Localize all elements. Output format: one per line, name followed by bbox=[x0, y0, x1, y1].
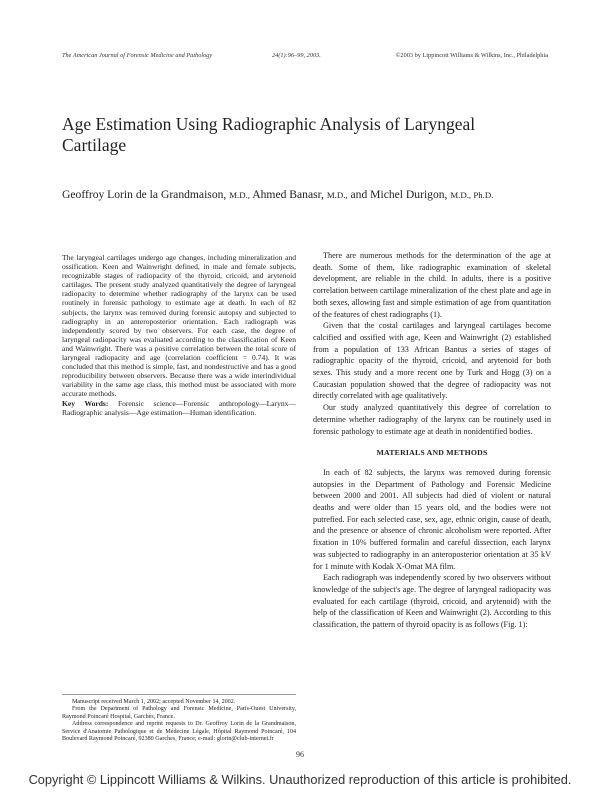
footnotes bbox=[62, 694, 296, 743]
article-title: Age Estimation Using Radiographic Analysis of Laryngeal Cartilage bbox=[62, 114, 476, 155]
body-paragraph: Given that the costal cartilages and laryngeal cartilages become calcified and ossified with age, Keen and Wainwright (2) established from a population of 133 African Bantus a series of stages of radiographic opacity of the thyroid, cricoid, and arytenoid for both sexes. This study and a more recent one by Turk and Hogg (3) on a Caucasian population showed that the degree of radiopacity was not directly correlated with age qualitatively. bbox=[313, 321, 551, 401]
page-number: 96 bbox=[296, 750, 304, 759]
body-paragraph: There are numerous methods for the determination of the age at death. Some of them, like radiographic examination of skeletal development, are reliable in the child. In adults, there is a positive correlation between cartilage mineralization of the chest plate and age in both sexes, allowing fast and simple estimation of age from quantitation of the features of chest radiographs (1). bbox=[313, 251, 551, 319]
keywords-text: Forensic science—Forensic anthropology—Larynx—Radiographic analysis—Age estimation—Human identification. bbox=[62, 398, 296, 417]
running-header bbox=[62, 52, 548, 66]
author-degree: M.D., bbox=[326, 190, 348, 200]
author-degree: M.D., bbox=[229, 190, 250, 200]
footnote: Address correspondence and reprint requests to Dr. Geoffroy Lorin de la Grandmaison, Service d'Anatomie Pathologique et de Médecine Légale, Hôpital Raymond Poincaré, 104 Boulevard Raymond Poincaré, 92380 Garches, France; e-mail: glorin@club-internet.fr bbox=[62, 721, 296, 743]
author-name: Geoffroy Lorin de la Grandmaison, bbox=[62, 188, 227, 201]
abstract-text: The laryngeal cartilages undergo age changes, including mineralization and ossification. Keen and Wainwright defined, in male and female subjects, recognizable stages of radiopacity of the thyroid, cricoid, and arytenoid cartilages. The present study analyzed quantitatively the degree of laryngeal radiopacity to determine whether radiography of the larynx can be used routinely in forensic pathology to estimate age at death. In each of 82 subjects, the larynx was removed during forensic autopsy and subjected to radiography in an anteroposterior orientation. Each radiograph was independently scored by two observers. For each case, the degree of laryngeal radiopacity was evaluated according to the classification of Keen and Wainwright. There was a positive correlation between the total score of laryngeal radiopacity and age (correlation coefficient = 0.74). It was concluded that this method is simple, fast, and nondestructive and has a good reproducibility between observers. Because there was a wide interindividual variability in the same age class, this method must be associated with more accurate methods. bbox=[62, 253, 296, 399]
author-list bbox=[62, 188, 552, 201]
body-paragraph: Our study analyzed quantitatively this degree of correlation to determine whether radiography of the larynx can be routinely used in forensic pathology to estimate age at death in nonidentified bodies. bbox=[313, 403, 551, 436]
journal-name: The American Journal of Forensic Medicine and Pathology bbox=[62, 52, 213, 59]
keywords-label: Key Words: bbox=[62, 398, 109, 408]
author-name: and Michel Durigon, bbox=[350, 188, 448, 201]
body-paragraph: In each of 82 subjects, the larynx was removed during forensic autopsies in the Department of Pathology and Forensic Medicine between 2000 and 2001. All subjects had died of violent or natural deaths and were older than 15 years old, and the bodies were not putrefied. For each selected case, sex, age, ethnic origin, cause of death, and the presence or absence of chronic alcoholism were reported. After fixation in 10% buffered formalin and careful dissection, each larynx was subjected to radiography in an anteroposterior orientation at 35 kV for 1 minute with Kodak X-Omat MA film. bbox=[313, 467, 551, 571]
abstract-block bbox=[62, 253, 296, 417]
keywords bbox=[62, 399, 296, 417]
author-degree: M.D., Ph.D. bbox=[450, 190, 494, 200]
body-paragraph: Each radiograph was independently scored by two observers without knowledge of the subject's age. The degree of laryngeal radiopacity was evaluated for each cartilage (thyroid, cricoid, and arytenoid) with the help of the classification of Keen and Wainwright (2). According to this classification, the pattern of thyroid opacity is as follows (Fig. 1): bbox=[313, 573, 551, 630]
body-column bbox=[313, 250, 551, 631]
author-name: Ahmed Banasr, bbox=[252, 188, 324, 201]
publisher-copyright: ©2003 by Lippincott Williams & Wilkins, Inc., Philadelphia bbox=[395, 52, 548, 59]
volume-info: 24(1):96–99, 2003. bbox=[272, 52, 321, 59]
footnote: Manuscript received March 1, 2002; accepted November 14, 2002. bbox=[72, 699, 236, 705]
copyright-banner: Copyright © Lippincott Williams & Wilkins. Unauthorized reproduction of this article is prohibited. bbox=[28, 772, 572, 787]
footnote: From the Department of Pathology and Forensic Medicine, Paris-Ouest University, Raymond Poincaré Hospital, Garches, France. bbox=[62, 706, 296, 720]
section-heading: MATERIALS AND METHODS bbox=[376, 448, 488, 458]
